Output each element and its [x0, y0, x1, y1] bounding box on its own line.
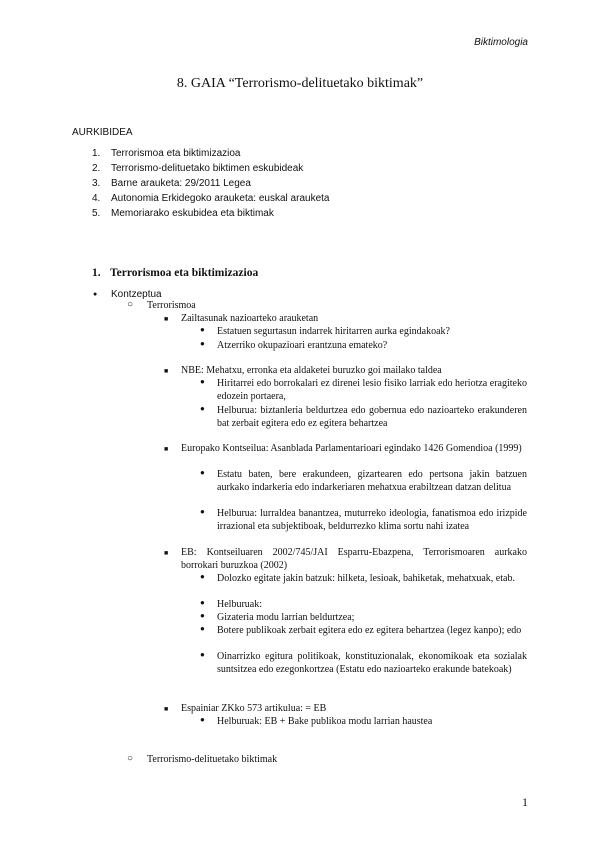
- square-bullet-icon: ■: [164, 367, 169, 375]
- toc-item-text: Memoriarako eskubidea eta biktimak: [111, 208, 274, 219]
- square-bullet-icon: ■: [164, 315, 169, 323]
- list-item-detail: Dolozko egitate jakin batzuk: hilketa, lesioak, bahiketak, mehatxuak, etab.: [217, 573, 515, 584]
- toc-item-text: Barne arauketa: 29/2011 Legea: [111, 178, 251, 189]
- list-item-detail: Oinarrizko egitura politikoak, konstituzionalak, ekonomikoak eta sozialak suntsitzea edo ezegonkortzea (Estatu edo nazioarteko erakunde batekoak): [217, 651, 527, 675]
- toc-item-text: Autonomia Erkidegoko arauketa: euskal arauketa: [111, 193, 330, 204]
- filled-circle-bullet-icon: ●: [200, 404, 205, 413]
- section-heading: [92, 267, 258, 279]
- toc-item: [92, 163, 303, 174]
- filled-circle-bullet-icon: ●: [200, 611, 205, 620]
- list-item-group: Espainiar ZKko 573 artikulua: = EB: [181, 703, 327, 714]
- square-bullet-icon: ■: [164, 549, 169, 557]
- list-item-detail: Botere publikoak zerbait egitera edo ez egitera behartzea (legez kanpo); edo: [217, 625, 522, 636]
- filled-circle-bullet-icon: ●: [200, 598, 205, 607]
- filled-circle-bullet-icon: ●: [93, 290, 98, 298]
- list-item-detail: Helburua: lurraldea banantzea, muturreko ideologia, fanatismoa edo irizpide irrazional eta subjektiboak, beldurrezko klima sortu nahi izatea: [217, 508, 527, 532]
- list-item-kontzeptua: Kontzeptua: [111, 289, 162, 300]
- filled-circle-bullet-icon: ●: [200, 468, 205, 477]
- page-title: 8. GAIA “Terrorismo-delituetako biktimak”: [176, 76, 424, 91]
- list-item-detail: Helburua: biztanleria beldurtzea edo gobernua edo nazioarteko erakunderen bat zerbait egitera edo ez egitera behartzea: [217, 405, 527, 429]
- toc-item: [92, 178, 251, 189]
- section-title: Terrorismoa eta biktimizazioa: [110, 267, 259, 279]
- running-header: Biktimologia: [474, 37, 528, 48]
- list-item-group: Europako Kontseilua: Asanblada Parlamentarioari egindako 1426 Gomendioa (1999): [181, 443, 522, 454]
- section-number: 1.: [92, 267, 101, 279]
- list-item-detail: Helburuak:: [217, 599, 262, 610]
- toc-item: [92, 208, 274, 219]
- list-item-group: NBE: Mehatxu, erronka eta aldaketei buruzko goi mailako taldea: [181, 365, 442, 376]
- toc-item-number: 1.: [92, 148, 101, 159]
- square-bullet-icon: ■: [164, 705, 169, 713]
- toc-item-text: Terrorismoa eta biktimizazioa: [111, 148, 241, 159]
- list-item-detail: Estatu baten, bere erakundeen, gizartearen edo pertsona jakin batzuen aurkako indarkeria edo indarkeriaren mehatxua erabiltzean datzan delitua: [217, 469, 527, 493]
- square-bullet-icon: ■: [164, 445, 169, 453]
- list-item-detail: Hiritarrei edo borrokalari ez direnei lesio fisiko larriak edo heriotza eragiteko edozein portaera,: [217, 378, 527, 402]
- filled-circle-bullet-icon: ●: [200, 507, 205, 516]
- toc-item-number: 5.: [92, 208, 101, 219]
- list-item-group: EB: Kontseiluaren 2002/745/JAI Esparru-Ebazpena, Terrorismoaren aurkako borrokari buruzkoa (2002): [181, 547, 527, 571]
- filled-circle-bullet-icon: ●: [200, 650, 205, 659]
- filled-circle-bullet-icon: ●: [200, 339, 205, 348]
- list-item-detail: Estatuen segurtasun indarrek hiritarren aurka egindakoak?: [217, 326, 450, 337]
- list-item-terrorismo-biktimak: Terrorismo-delituetako biktimak: [147, 754, 278, 765]
- page-number: 1: [522, 795, 528, 809]
- filled-circle-bullet-icon: ●: [200, 715, 205, 724]
- hollow-circle-bullet-icon: ○: [127, 299, 134, 310]
- toc-item-number: 3.: [92, 178, 101, 189]
- toc-item-text: Terrorismo-delituetako biktimen eskubideak: [111, 163, 304, 174]
- filled-circle-bullet-icon: ●: [200, 377, 205, 386]
- filled-circle-bullet-icon: ●: [200, 572, 205, 581]
- hollow-circle-bullet-icon: ○: [127, 753, 134, 764]
- list-item-detail: Gizateria modu larrian beldurtzea;: [217, 612, 355, 623]
- toc-heading: AURKIBIDEA: [72, 127, 133, 138]
- list-item-group: Zailtasunak nazioarteko arauketan: [181, 313, 319, 324]
- toc-item: [92, 193, 329, 204]
- list-item-terrorismoa: Terrorismoa: [147, 300, 196, 311]
- toc-item-number: 4.: [92, 193, 101, 204]
- filled-circle-bullet-icon: ●: [200, 624, 205, 633]
- list-item-detail: Helburuak: EB + Bake publikoa modu larrian haustea: [217, 716, 433, 727]
- list-item-detail: Atzerriko okupazioari erantzuna emateko?: [217, 340, 388, 351]
- toc-item: [92, 148, 241, 159]
- toc-item-number: 2.: [92, 163, 101, 174]
- filled-circle-bullet-icon: ●: [200, 325, 205, 334]
